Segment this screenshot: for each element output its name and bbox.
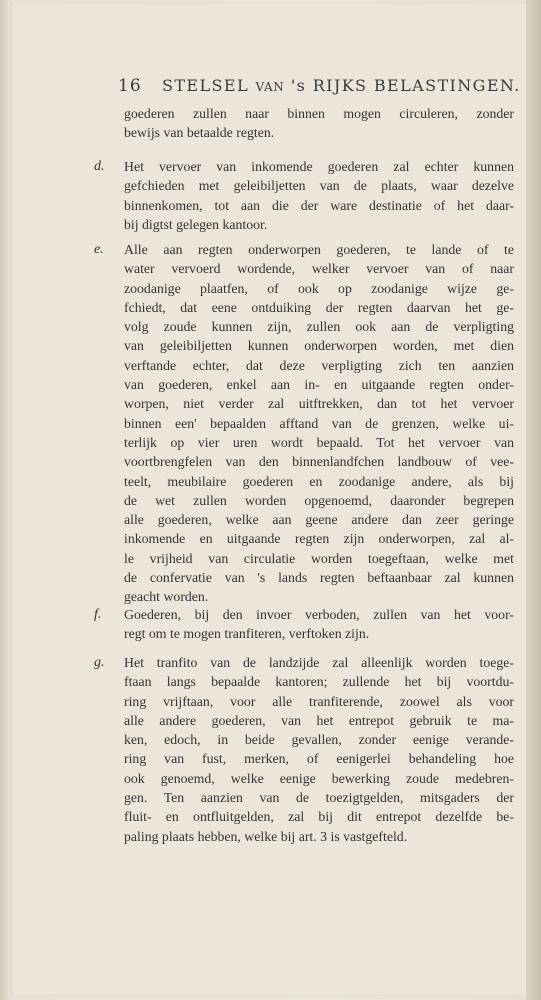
text-line: van goederen, enkel aan in- en uitgaande regten onder-: [124, 377, 514, 393]
text-line: Het tranfito van de landzijde zal alleenlijk worden toege-: [124, 655, 514, 670]
running-title-van: VAN: [255, 80, 285, 94]
text-line: binnenkomen, tot aan die der ware destinatie of het daar-: [124, 197, 514, 213]
text-line: terlijk op vier uren wordt bepaald. Tot het vervoer van: [124, 434, 514, 450]
text-line: de wet zullen worden opgenoemd, daaronder begrepen: [124, 492, 514, 508]
text-line: zoodanige plaatfen, of ook op zoodanige wijze ge-: [124, 280, 514, 296]
text-line: alle goederen, welke aan geene andere dan zeer geringe: [124, 512, 514, 528]
text-line: verftande echter, dat deze verpligting zich ten aanzien: [124, 357, 514, 373]
text-line: geacht worden.: [124, 589, 209, 605]
continuation-paragraph: [124, 104, 514, 143]
text-line: fluit- en ontfluitgelden, zal bij dit entrepot dezelfde be-: [124, 809, 514, 825]
text-line: goederen zullen naar binnen mogen circuleren, zonder: [124, 106, 514, 121]
clause-marker: e.: [94, 242, 104, 257]
text-line: bewijs van betaalde regten.: [124, 125, 275, 141]
running-title-part2: 's RIJKS BELASTINGEN.: [284, 76, 521, 95]
text-line: fchiedt, dat eene ontduiking der regten daarvan het ge-: [124, 299, 514, 315]
text-line: water vervoerd wordende, welker vervoer van of naar: [124, 261, 514, 277]
page-number: 16: [118, 76, 142, 96]
text-line: bij digtst gelegen kantoor.: [124, 216, 268, 232]
text-line: de confervatie van 's lands regten beftaanbaar zal kunnen: [124, 570, 514, 586]
running-title-part1: STELSEL: [162, 76, 256, 95]
clause-marker: g.: [94, 655, 105, 670]
running-title: [162, 76, 521, 95]
clause-marker: d.: [94, 159, 105, 174]
text-line: ftaan langs bepaalde kantoren; zullende het bij voortdu-: [124, 674, 514, 690]
text-line: teelt, meubilaire goederen en zoodanige andere, als bij: [124, 473, 514, 489]
text-line: ring van fust, merken, of eenigerlei behandeling hoe: [124, 751, 514, 767]
text-line: binnen een' bepaalden afftand van de grenzen, welke ui-: [124, 415, 514, 431]
text-line: alle andere goederen, van het entrepot gebruik te ma-: [124, 712, 514, 728]
text-line: le vrijheid van circulatie worden toegeftaan, welke met: [124, 550, 514, 566]
text-line: ken, edoch, in beide gevallen, zonder eenige verande-: [124, 732, 514, 748]
text-line: Alle aan regten onderworpen goederen, te lande of te: [124, 242, 514, 257]
text-line: Het vervoer van inkomende goederen zal echter kunnen: [124, 159, 514, 174]
text-line: regt om te mogen tranfiteren, verftoken zijn.: [124, 626, 370, 642]
text-line: ook genoemd, welke eenige bewerking zoude medebren-: [124, 770, 514, 786]
text-line: van geleibiljetten kunnen onderworpen worden, met dien: [124, 338, 514, 354]
text-line: inkomende en uitgaande regten zijn onderworpen, zal al-: [124, 531, 514, 547]
text-line: Goederen, bij den invoer verboden, zullen van het voor-: [124, 607, 514, 622]
text-line: paling plaats hebben, welke bij art. 3 is vastgefteld.: [124, 828, 408, 844]
page-edge: [526, 0, 541, 1000]
text-line: ring vrijftaan, voor alle tranfiterende, zoowel als voor: [124, 693, 514, 709]
text-line: gen. Ten aanzien van de toezigtgelden, mitsgaders der: [124, 790, 514, 806]
clause-d: [94, 157, 514, 234]
clause-f: [94, 605, 514, 644]
clause-marker: f.: [94, 607, 102, 622]
text-line: worpen, niet verder zal uitftrekken, dan tot het vervoer: [124, 396, 514, 412]
clause-g: [94, 653, 514, 846]
text-line: volg zoude kunnen zijn, zullen ook aan de verpligting: [124, 319, 514, 335]
text-line: gefchieden met geleibiljetten van de plaats, waar dezelve: [124, 178, 514, 194]
clause-e: [94, 240, 514, 607]
text-line: voortbrengfelen van den binnenlandfchen landbouw of vee-: [124, 454, 514, 470]
